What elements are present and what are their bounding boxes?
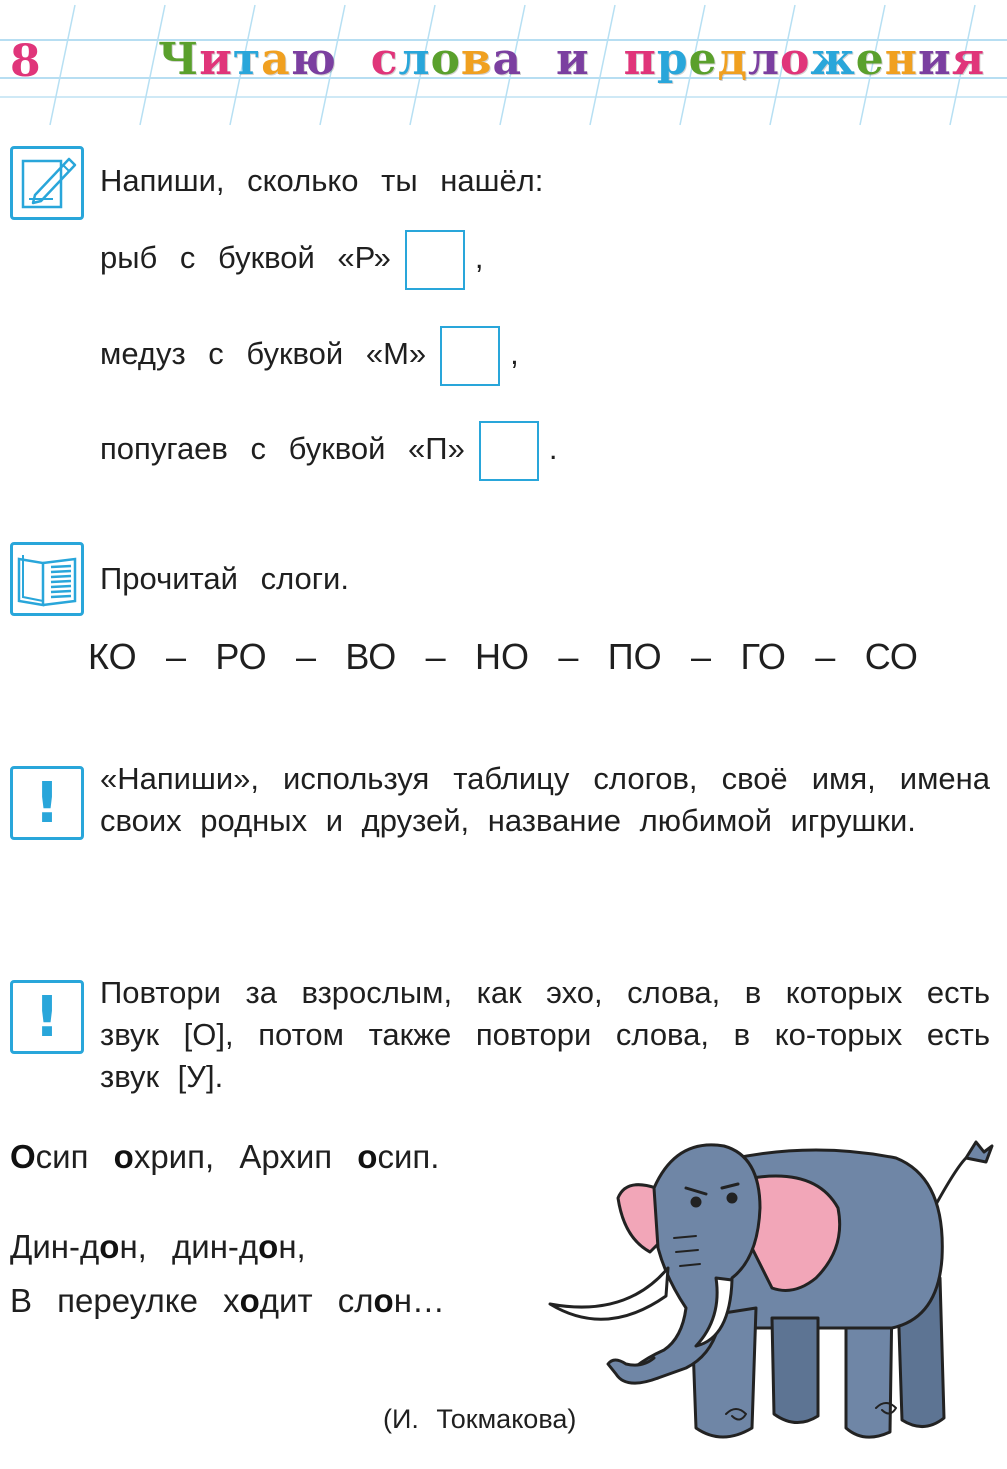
title-letter: ж [810,34,856,85]
title-letter: с [370,34,399,85]
title-letter: т [232,34,262,85]
elephant-illustration [546,1128,996,1458]
title-letter: е [855,34,885,85]
title-letter: и [199,34,233,85]
count-line-punct: . [548,431,558,467]
title-word [556,34,590,85]
count-line-label: медуз с буквой «М» [100,336,427,372]
syllable-dash: – [691,636,712,677]
title-letter: е [688,34,718,85]
syllable-dash: – [165,636,186,677]
syllable: ГО [740,636,786,677]
answer-box-jellyfish[interactable] [440,326,500,386]
syllable: ПО [607,636,662,677]
poem-text: сип [35,1138,114,1175]
poem-line-3 [10,1282,445,1320]
stressed-letter: о [113,1138,134,1175]
title-letter: о [780,34,811,85]
poem-line-1 [10,1138,439,1176]
exclamation-icon [10,980,84,1054]
syllable: СО [864,636,918,677]
title-letter: л [398,34,431,85]
pencil-icon [10,146,84,220]
title-letter: и [556,34,590,85]
syllable: РО [215,636,267,677]
syllable-dash: – [295,636,316,677]
title-word [158,34,337,85]
poem-text: дит сл [259,1282,374,1319]
count-line-parrots [100,421,557,481]
answer-box-parrots[interactable] [479,421,539,481]
title-letter: р [656,34,689,85]
title-word [371,34,522,85]
stressed-letter: о [373,1282,394,1319]
task-names-text: «Напиши», используя таблицу слогов, своё имя, имена своих родных и друзей, название любимой игрушки. [100,761,990,838]
syllable-row [88,636,918,678]
title-letter: а [492,34,523,85]
stressed-letter: о [357,1138,378,1175]
poem-text: н… [393,1282,445,1319]
syllable-dash: – [815,636,836,677]
title-letter: л [747,34,780,85]
title-letter: и [918,34,952,85]
count-line-punct: , [474,240,484,276]
count-line-label: рыб с буквой «Р» [100,240,391,276]
title-letter: а [261,34,291,85]
stressed-letter: О [10,1138,36,1175]
title-letter: п [623,34,657,85]
exclamation-icon [10,766,84,840]
stressed-letter: о [99,1228,120,1265]
poem-text: хрип, Архип [133,1138,358,1175]
title-letter: я [951,34,986,85]
title-letter: д [717,34,748,85]
exclamation-glyph: ! [34,770,60,836]
title-letter: ю [290,34,337,85]
exclamation-glyph: ! [34,984,60,1050]
syllable: НО [474,636,529,677]
title-word [624,34,986,85]
poem-text: н, [278,1228,306,1265]
syllable-dash: – [425,636,446,677]
title-letter: Ч [158,34,200,85]
poem-text: н, дин-д [119,1228,259,1265]
title-letter: о [430,34,461,85]
count-line-jellyfish [100,326,519,386]
page-number: 8 [10,36,41,87]
poem-text: сип. [377,1138,440,1175]
count-line-label: попугаев с буквой «П» [100,431,465,467]
book-icon [10,542,84,616]
poem-text: Дин-д [10,1228,100,1265]
count-line-fish [100,230,483,290]
syllable-dash: – [558,636,579,677]
poem-text: В переулке х [10,1282,240,1319]
stressed-letter: о [258,1228,279,1265]
title-letter: в [460,34,493,85]
task-write-prompt: Напиши, сколько ты нашёл: [100,163,544,198]
poem-line-2 [10,1228,306,1266]
page-title [158,34,985,85]
poem-author: (И. Токмакова) [383,1404,577,1434]
stressed-letter: о [239,1282,260,1319]
syllable: ВО [345,636,397,677]
syllable: КО [88,636,137,677]
task-echo-text: Повтори за взрослым, как эхо, слова, в которых есть звук [О], потом также повтори слова, в ко-торых есть звук [У]. [100,975,990,1094]
task-read-prompt: Прочитай слоги. [100,561,349,596]
answer-box-fish[interactable] [405,230,465,290]
count-line-punct: , [510,336,519,372]
title-letter: н [884,34,919,85]
